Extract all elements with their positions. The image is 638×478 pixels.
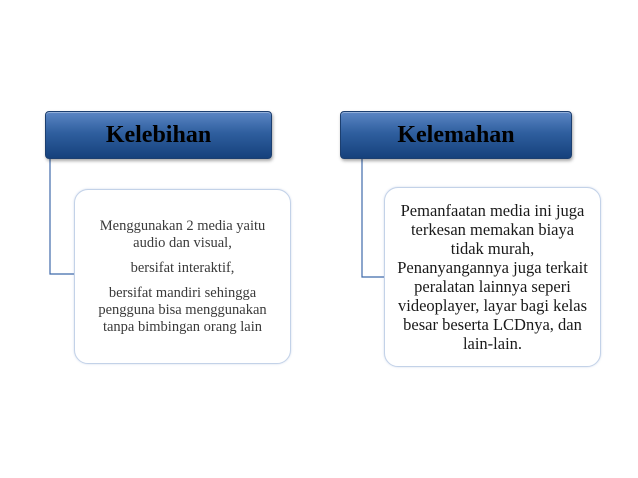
- kelemahan-text: Pemanfaatan media ini juga terkesan memakan biaya tidak murah, Penanyangannya juga terkait peralatan lainnya seperi videoplayer, layar bagi kelas besar beserta LCDnya, dan lain-lain.: [397, 201, 588, 353]
- left-connector: [50, 157, 74, 274]
- kelemahan-title: Kelemahan: [397, 121, 515, 148]
- kelebihan-point-3: bersifat mandiri sehingga pengguna bisa menggunakan tanpa bimbingan orang lain: [98, 284, 267, 335]
- kelebihan-point-1: Menggunakan 2 media yaitu audio dan visual,: [99, 217, 266, 251]
- kelebihan-title: Kelebihan: [105, 121, 212, 148]
- kelebihan-point-2: bersifat interaktif,: [130, 259, 235, 276]
- kelebihan-header: [45, 111, 272, 159]
- right-connector: [362, 157, 384, 277]
- kelemahan-header: [340, 111, 572, 159]
- kelebihan-card: [74, 189, 291, 364]
- kelemahan-card: [384, 187, 601, 367]
